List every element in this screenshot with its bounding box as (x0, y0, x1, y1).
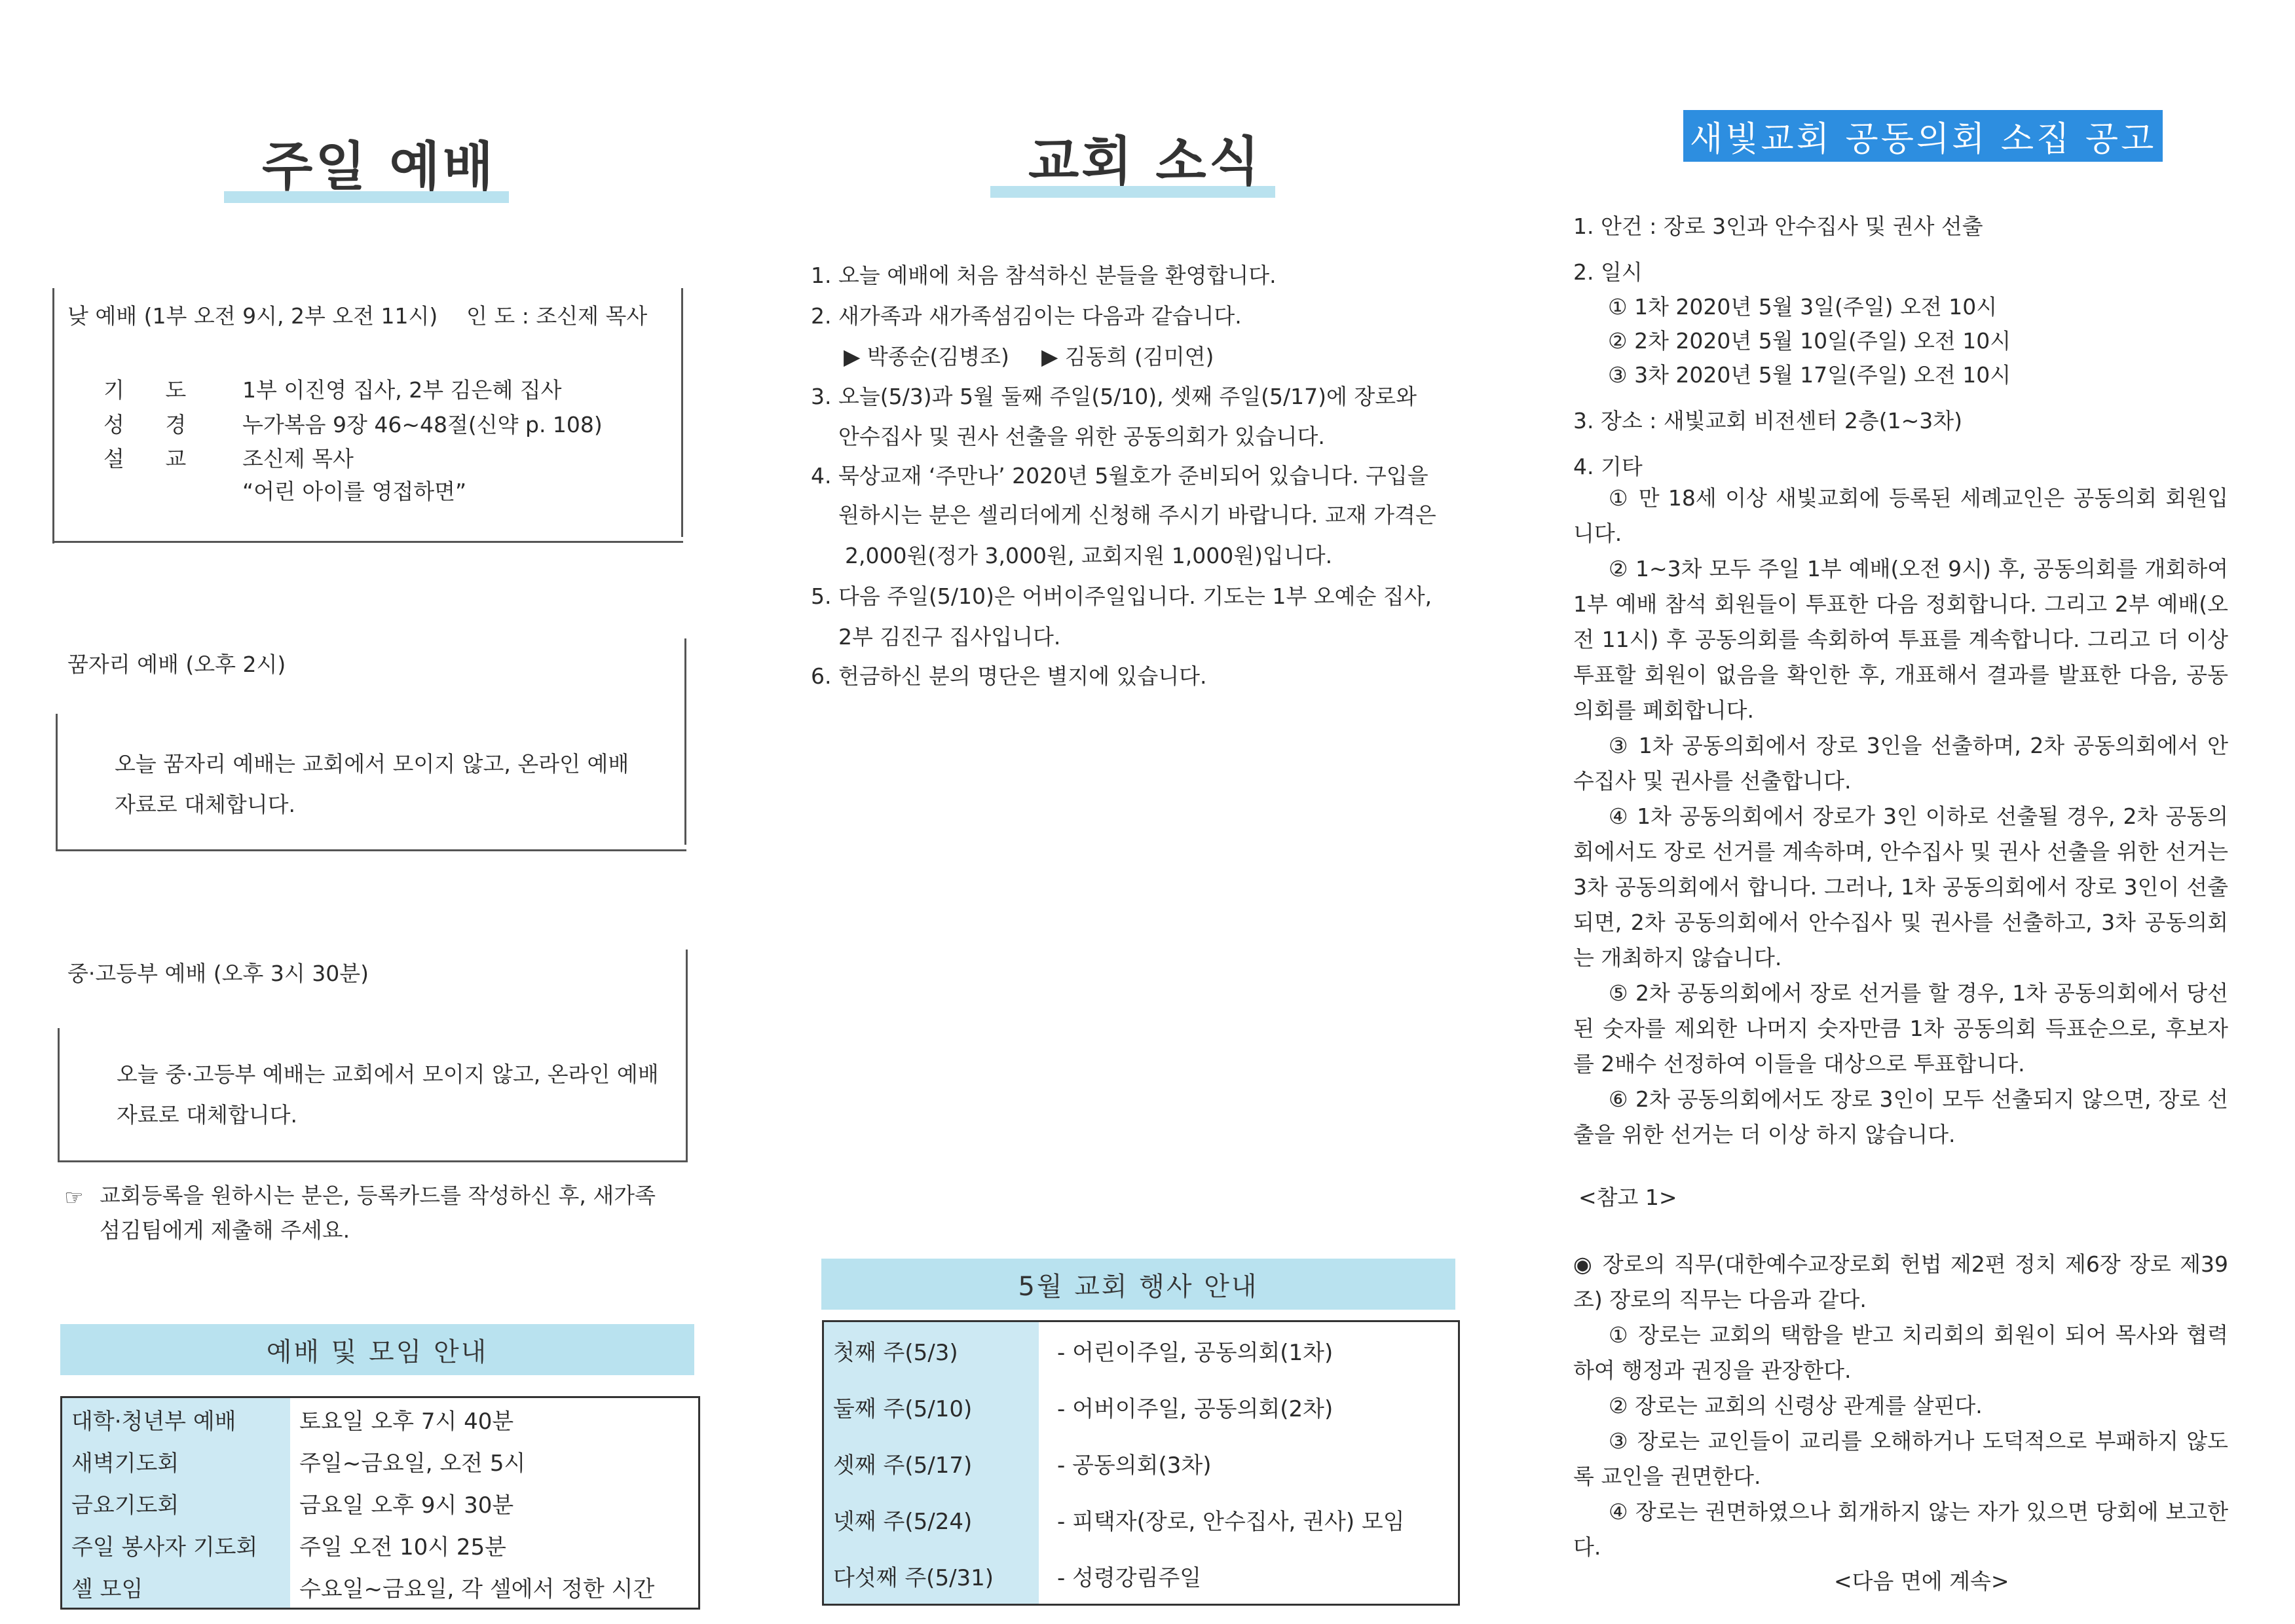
meeting-row-value: 수요일~금요일, 각 셀에서 정한 시간 (299, 1576, 655, 1602)
agenda: 1. 안건 : 장로 3인과 안수집사 및 권사 선출 (1573, 213, 1983, 239)
sunday-service-heading: 주일 예배 (262, 136, 496, 197)
event-row (823, 1378, 1459, 1435)
meeting-row-value: 주일 오전 10시 25분 (299, 1534, 507, 1560)
event-row-label: 첫째 주(5/3) (823, 1321, 1039, 1379)
box-border (681, 288, 683, 537)
meetings-heading: 예배 및 모임 안내 (60, 1324, 694, 1375)
meeting-row (62, 1397, 700, 1441)
meeting-row-label: 주일 봉사자 기도회 (62, 1524, 291, 1566)
box-border (56, 714, 58, 851)
box-border (58, 1160, 688, 1162)
date-item: ② 2차 2020년 5월 10일(주일) 오전 10시 (1608, 328, 2011, 354)
sermon-label: 설 교 (103, 446, 204, 471)
sermon-title: “어린 아이를 영접하면” (242, 479, 467, 504)
meeting-row (62, 1482, 700, 1524)
meeting-row (62, 1566, 700, 1609)
event-row-value: - 피택자(장로, 안수집사, 권사) 모임 (1057, 1508, 1405, 1535)
date-heading: 2. 일시 (1573, 259, 1643, 285)
news-line: ▶ 박종순(김병조) (844, 344, 1009, 369)
news-line: 원하시는 분은 셀리더에게 신청해 주시기 바랍니다. 교재 가격은 (838, 502, 1436, 528)
etc-heading: 4. 기타 (1573, 454, 1643, 479)
children-service-title: 꿈자리 예배 (오후 2시) (67, 652, 286, 677)
meeting-row (62, 1524, 700, 1566)
news-line: 안수집사 및 권사 선출을 위한 공동의회가 있습니다. (838, 424, 1325, 449)
event-row (823, 1491, 1459, 1547)
notice-title: 새빛교회 공동의회 소집 공고 (1683, 110, 2163, 162)
box-border (58, 1028, 60, 1162)
event-row-label: 넷째 주(5/24) (823, 1491, 1039, 1547)
continued-note: <다음 면에 계속> (1834, 1568, 2009, 1594)
reference-item: ③ 장로는 교인들이 교리를 오해하거나 도덕적으로 부패하지 않도록 교인을 권면한다. (1573, 1428, 2228, 1489)
reference-heading: <참고 1> (1578, 1185, 1677, 1210)
news-line: 2. 새가족과 새가족섬김이는 다음과 같습니다. (811, 303, 1242, 329)
youth-service-title: 중·고등부 예배 (오후 3시 30분) (67, 961, 369, 986)
box-border (686, 950, 688, 1162)
reference-item: ① 장로는 교회의 택함을 받고 치리회의 회원이 되어 목사와 협력하여 행정과 권징을 관장한다. (1573, 1322, 2228, 1383)
events-table (822, 1320, 1460, 1606)
event-row (823, 1321, 1459, 1379)
scripture-label: 성 경 (103, 412, 204, 437)
event-row-label: 둘째 주(5/10) (823, 1378, 1039, 1435)
news-line: 6. 헌금하신 분의 명단은 별지에 있습니다. (811, 663, 1207, 689)
day-service-title: 낮 예배 (1부 오전 9시, 2부 오전 11시) (67, 303, 438, 329)
box-border (52, 288, 54, 544)
registration-note: 교회등록을 원하시는 분은, 등록카드를 작성하신 후, 새가족 (100, 1183, 656, 1208)
news-line: 2,000원(정가 3,000원, 교회지원 1,000원)입니다. (845, 543, 1333, 568)
reference-intro: ◉ 장로의 직무(대한예수교장로회 헌법 제2편 정치 제6장 장로 제39조) 장로의 직무는 다음과 같다. (1573, 1251, 2228, 1312)
event-row-value: - 공동의회(3차) (1057, 1452, 1212, 1479)
etc-item: ④ 1차 공동의회에서 장로가 3인 이하로 선출될 경우, 2차 공동의회에서도 장로 선거를 계속하며, 안수집사 및 권사 선출을 위한 선거는 3차 공동의회에서 합니다. 그러나, 1차 공동의회에서 장로 3인이 선출되면, 2차 공동의회에서 안수집사 및 권사를 선출하고, 3차 공동의회는 개최하지 않습니다. (1573, 803, 2228, 970)
date-item: ③ 3차 2020년 5월 17일(주일) 오전 10시 (1608, 362, 2011, 388)
meeting-row-label: 새벽기도회 (62, 1440, 291, 1482)
church-news-heading: 교회 소식 (1028, 131, 1262, 192)
reference-item: ④ 장로는 권면하였으나 회개하지 않는 자가 있으면 당회에 보고한다. (1573, 1499, 2228, 1560)
news-line: 5. 다음 주일(5/10)은 어버이주일입니다. 기도는 1부 오예순 집사, (811, 583, 1432, 609)
pointing-hand-icon: ☞ (64, 1185, 84, 1210)
event-row-value: - 성령강림주일 (1057, 1564, 1202, 1591)
etc-item: ⑤ 2차 공동의회에서 장로 선거를 할 경우, 1차 공동의회에서 당선된 숫자를 제외한 나머지 숫자만큼 1차 공동의회 득표순으로, 후보자를 2배수 선정하여 이들을 대상으로 투표합니다. (1573, 980, 2228, 1077)
etc-item: ① 만 18세 이상 새빛교회에 등록된 세례교인은 공동의회 회원입니다. (1573, 485, 2228, 546)
meeting-row-label: 셀 모임 (62, 1566, 291, 1609)
etc-item: ⑥ 2차 공동의회에서도 장로 3인이 모두 선출되지 않으면, 장로 선출을 위한 선거는 더 이상 하지 않습니다. (1573, 1086, 2228, 1147)
event-row-value: - 어버이주일, 공동의회(2차) (1057, 1395, 1334, 1422)
reference-item: ② 장로는 교회의 신령상 관계를 살핀다. (1609, 1393, 1983, 1418)
events-heading: 5월 교회 행사 안내 (821, 1259, 1455, 1310)
etc-item: ③ 1차 공동의회에서 장로 3인을 선출하며, 2차 공동의회에서 안수집사 및 권사를 선출합니다. (1573, 733, 2228, 794)
box-border (56, 849, 686, 851)
meeting-row-label: 금요기도회 (62, 1482, 291, 1524)
event-row (823, 1547, 1459, 1605)
meeting-row-value: 주일~금요일, 오전 5시 (299, 1450, 526, 1477)
registration-note: 섬김팀에게 제출해 주세요. (100, 1217, 350, 1243)
event-row-value: - 어린이주일, 공동의회(1차) (1057, 1339, 1334, 1366)
news-line: 2부 김진구 집사입니다. (838, 624, 1061, 650)
event-row-label: 다섯째 주(5/31) (823, 1547, 1039, 1605)
prayer-label: 기 도 (103, 377, 204, 403)
place: 3. 장소 : 새빛교회 비전센터 2층(1~3차) (1573, 408, 1962, 434)
date-item: ① 1차 2020년 5월 3일(주일) 오전 10시 (1608, 294, 1998, 320)
event-row-label: 셋째 주(5/17) (823, 1435, 1039, 1491)
box-border (52, 541, 683, 543)
news-line: 3. 오늘(5/3)과 5월 둘째 주일(5/10), 셋째 주일(5/17)에 장로와 (811, 384, 1417, 409)
meeting-row-value: 토요일 오후 7시 40분 (299, 1408, 514, 1435)
meeting-row (62, 1440, 700, 1482)
etc-item: ② 1~3차 모두 주일 1부 예배(오전 9시) 후, 공동의회를 개회하여 1부 예배 참석 회원들이 투표한 다음 정회합니다. 그리고 2부 예배(오전 11시) 후 공동의회를 속회하여 투표를 계속합니다. 그리고 더 이상 투표할 회원이 없음을 확인한 후, 개표해서 결과를 발표한 다음, 공동의회를 폐회합니다. (1573, 556, 2228, 723)
preacher-value: 조신제 목사 (242, 446, 354, 471)
meeting-row-label: 대학·청년부 예배 (62, 1397, 291, 1441)
youth-service-text: 자료로 대체합니다. (117, 1102, 298, 1128)
scripture-value: 누가복음 9장 46~48절(신약 p. 108) (242, 412, 603, 437)
news-line: 1. 오늘 예배에 처음 참석하신 분들을 환영합니다. (811, 263, 1277, 288)
meeting-row-value: 금요일 오후 9시 30분 (299, 1492, 514, 1519)
box-border (684, 638, 686, 845)
children-service-text: 자료로 대체합니다. (115, 792, 296, 817)
news-line: 4. 묵상교재 ‘주만나’ 2020년 5월호가 준비되어 있습니다. 구입을 (811, 463, 1428, 489)
reference-paragraphs (1573, 1247, 2228, 1565)
event-row (823, 1435, 1459, 1491)
news-line: ▶ 김동희 (김미연) (1041, 344, 1214, 369)
etc-paragraphs (1573, 481, 2228, 1153)
youth-service-text: 오늘 중·고등부 예배는 교회에서 모이지 않고, 온라인 예배 (117, 1061, 659, 1087)
meetings-table (60, 1396, 700, 1610)
children-service-text: 오늘 꿈자리 예배는 교회에서 모이지 않고, 온라인 예배 (115, 751, 629, 777)
prayer-value: 1부 이진영 집사, 2부 김은혜 집사 (242, 377, 562, 403)
day-service-leader: 인 도 : 조신제 목사 (466, 303, 648, 329)
